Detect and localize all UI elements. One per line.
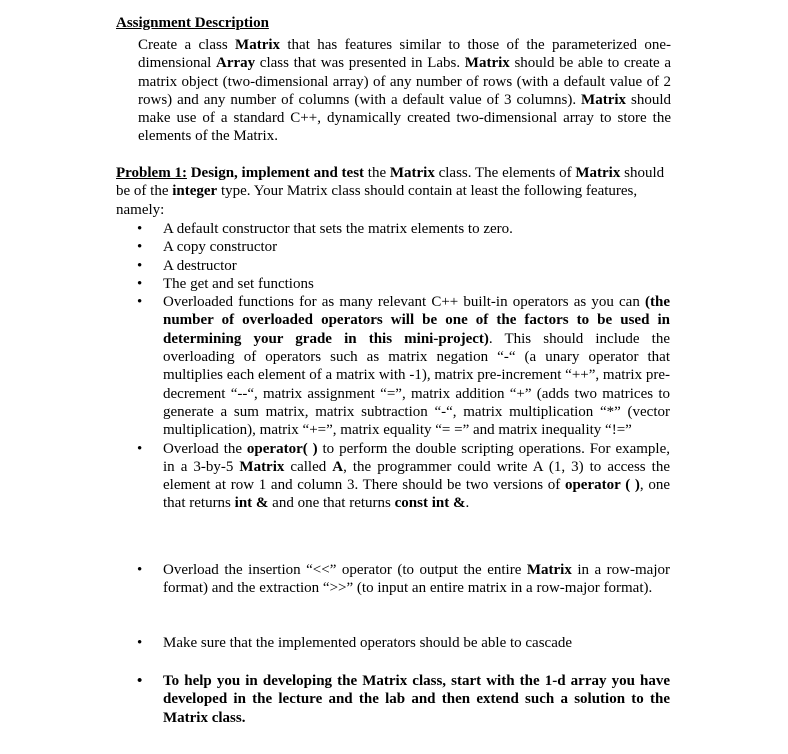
list-item-development-hint [137, 672, 670, 727]
list-item-destructor [137, 257, 670, 275]
bullet-icon: • [137, 239, 143, 256]
desc-bold-matrix: Matrix [235, 37, 281, 53]
desc-bold-matrix: Matrix [581, 91, 627, 108]
bullet-icon: • [137, 221, 143, 237]
list-item-bold-text: int & [234, 495, 269, 512]
list-item-text: Overload the insertion “<<” operator (to output the entire [163, 562, 527, 578]
assignment-heading [116, 14, 736, 32]
list-item-text: . This should include the overloading of operators such as matrix negation “-“ (a unary operator that multiplies each element of a matrix with -1), matrix pre-increment “++”, matrix pre-decrement “--“, matrix assignment “=”, matrix addition “+” (adds two matrices to generate a sum matrix, matrix subtraction “-“, matrix multiplication “*” (vector multiplication), matrix “+=”, matrix equality “= =” and matrix inequality “!=” [163, 330, 670, 439]
list-item-text: A copy constructor [163, 239, 278, 256]
list-item-text: in a row-major format) and the extraction “>>” (to input an entire matrix in a row-major format). [163, 562, 670, 597]
list-item-copy-constructor [137, 238, 670, 256]
problem-bold-integer: integer [172, 183, 218, 200]
bullet-icon: • [137, 275, 143, 292]
desc-text: that has features similar to those of the parameterized one-dimensional [138, 37, 671, 72]
list-item-text: Overloaded functions for as many relevant C++ built-in operators as you can [163, 294, 645, 311]
problem-1-intro [116, 164, 672, 219]
list-item-bold-text: (the number of overloaded operators will be one of the factors to be used in determining your grade in this mini-project) [163, 294, 670, 347]
list-item-text: A destructor [163, 257, 237, 274]
bullet-icon: • [137, 635, 143, 651]
list-item-stream-operators [137, 561, 670, 598]
list-item-text: The get and set functions [163, 275, 314, 292]
list-item-text: Make sure that the implemented operators should be able to cascade [163, 635, 573, 651]
bullet-icon: • [137, 440, 143, 457]
desc-text: should be able to create a matrix object (two-dimensional array) of any number of rows (with a default value of 2 rows) and any number of columns (with a default value of 3 columns). [138, 55, 672, 108]
list-item-cascade [137, 634, 670, 652]
list-item-text: Overload the [163, 440, 247, 457]
desc-text: class that was presented in Labs. [255, 55, 465, 72]
feature-list [137, 220, 670, 513]
feature-list-cascade [137, 634, 670, 652]
list-item-text: A default constructor that sets the matrix elements to zero. [163, 221, 513, 237]
feature-list-hint [137, 672, 670, 727]
problem-text: type. Your Matrix class should contain at least the following features, namely: [116, 183, 638, 218]
bullet-icon: • [137, 673, 143, 689]
list-item-bold-text: operator( ) [246, 440, 318, 457]
list-item-text: . [465, 495, 470, 512]
list-item-bold-text: Matrix [526, 562, 572, 578]
list-item-get-set [137, 275, 670, 293]
problem-text: class. The elements of [434, 165, 576, 181]
desc-bold-array: Array [215, 55, 256, 72]
desc-text: Create a class [138, 37, 236, 53]
list-item-text: called [284, 458, 333, 475]
feature-list-continued [137, 561, 670, 598]
assignment-description [138, 36, 671, 146]
problem-label: Problem 1: [116, 165, 187, 181]
list-item-bold-text: A [332, 458, 344, 475]
list-item-default-constructor [137, 220, 670, 238]
list-item-operator-call [137, 440, 670, 513]
list-item-text: To help you in developing the Matrix class, start with the 1-d array you have developed in the lecture and the lab and then extend such a solution to the Matrix class. [163, 673, 670, 726]
problem-bold-matrix: Matrix [389, 165, 435, 181]
list-item-bold-text: Matrix [239, 458, 285, 475]
assignment-heading-text: Assignment Description [116, 15, 269, 31]
problem-text: should be of the [116, 165, 665, 200]
bullet-icon: • [137, 562, 143, 578]
bullet-icon: • [137, 294, 143, 311]
list-item-overloaded-operators [137, 293, 670, 439]
list-item-text: , the programmer could write A (1, 3) to access the element at row 1 and column 3. There should be two versions of [163, 458, 670, 494]
problem-text: the [364, 165, 390, 181]
list-item-bold-text: const int & [394, 495, 466, 512]
list-item-text: and one that returns [268, 495, 395, 512]
bullet-icon: • [137, 257, 143, 274]
list-item-text: to perform the double scripting operations. For example, in a 3-by-5 [163, 440, 670, 475]
list-item-text: , one that returns [163, 477, 670, 512]
problem-bold-matrix: Matrix [575, 165, 621, 181]
problem-bold-text: Design, implement and test [186, 165, 365, 181]
desc-bold-matrix: Matrix [464, 55, 510, 72]
list-item-bold-text: operator ( ) [564, 477, 640, 494]
desc-text: should make use of a standard C++, dynamically created two-dimensional array to store the elements of the Matrix. [138, 91, 671, 145]
